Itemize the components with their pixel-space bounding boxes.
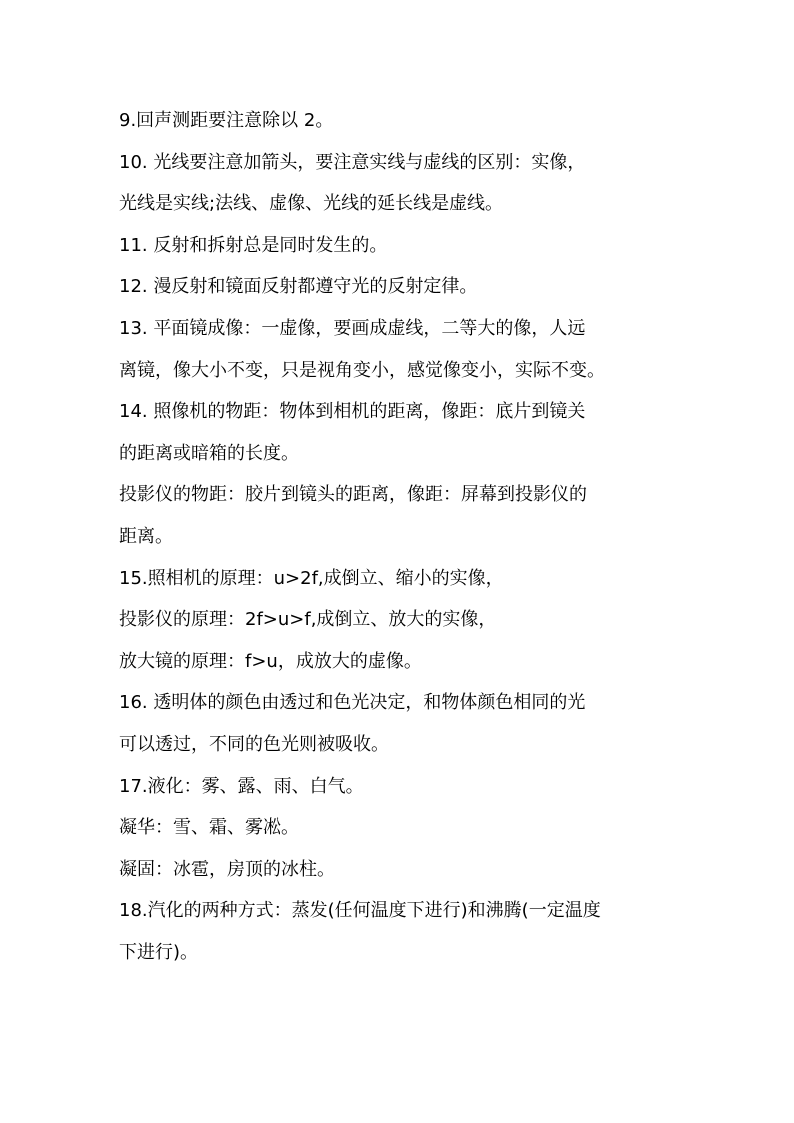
text-line-18a: 18.汽化的两种方式：蒸发(任何温度下进行)和沸腾(一定温度 — [119, 900, 601, 922]
text-line-17b: 凝华：雪、霜、雾凇。 — [119, 817, 299, 839]
text-line-14b: 的距离或暗箱的长度。 — [119, 442, 299, 464]
text-line-14d: 距离。 — [119, 525, 173, 547]
text-line-12: 12. 漫反射和镜面反射都遵守光的反射定律。 — [119, 276, 478, 298]
text-line-13b: 离镜，像大小不变，只是视角变小，感觉像变小，实际不变。 — [119, 359, 605, 381]
text-line-10a: 10. 光线要注意加箭头，要注意实线与虚线的区别：实像， — [119, 151, 586, 173]
text-line-17a: 17.液化：雾、露、雨、白气。 — [119, 775, 364, 797]
text-line-15a: 15.照相机的原理：u>2f,成倒立、缩小的实像， — [119, 567, 504, 589]
text-line-17c: 凝固：冰雹，房顶的冰柱。 — [119, 858, 335, 880]
text-line-18b: 下进行)。 — [119, 941, 199, 963]
text-line-14c: 投影仪的物距：胶片到镜头的距离，像距：屏幕到投影仪的 — [119, 484, 587, 506]
text-line-14a: 14. 照像机的物距：物体到相机的距离，像距：底片到镜关 — [119, 401, 586, 423]
text-line-16a: 16. 透明体的颜色由透过和色光决定，和物体颜色相同的光 — [119, 692, 586, 714]
text-line-9: 9.回声测距要注意除以 2。 — [119, 110, 334, 131]
text-line-15b: 投影仪的原理：2f>u>f,成倒立、放大的实像， — [119, 609, 497, 631]
text-line-10b: 光线是实线;法线、虚像、光线的延长线是虚线。 — [119, 193, 504, 215]
text-line-15c: 放大镜的原理：f>u，成放大的虚像。 — [119, 650, 422, 672]
document-body — [119, 100, 679, 973]
text-line-11: 11. 反射和拆射总是同时发生的。 — [119, 234, 388, 256]
text-line-16b: 可以透过，不同的色光则被吸收。 — [119, 733, 389, 755]
text-line-13a: 13. 平面镜成像：一虚像，要画成虚线，二等大的像，人远 — [119, 317, 586, 339]
